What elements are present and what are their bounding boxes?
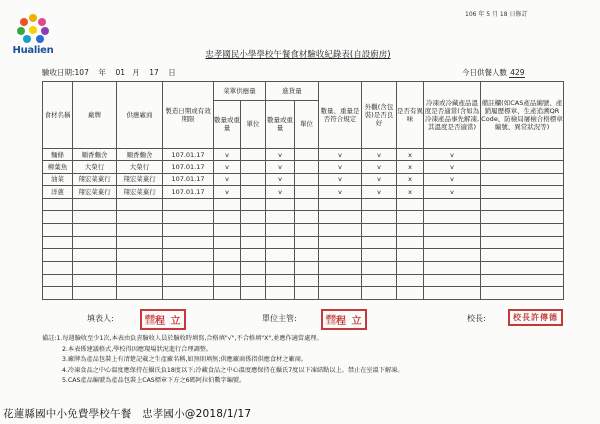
cell-qty-check: v <box>319 149 362 161</box>
cell-packaging <box>362 198 397 211</box>
inspection-table <box>42 81 564 300</box>
header-notes: 備註欄(如CAS產品編號、產銷履歷標章、生產追溯QR Code、防檢局屠檢合格標章編號、異常狀況等) <box>481 82 564 149</box>
cell-cold-chain: v <box>424 173 481 185</box>
cell-purchase-unit <box>241 274 266 287</box>
supervisor-stamp: 總務主任程 立 <box>321 309 367 330</box>
note-line: 5.CAS產品編號為產品包裝上CAS標章下方之6碼阿拉伯數字編號。 <box>62 377 246 385</box>
cell-incoming-unit <box>295 249 319 262</box>
cell-purchase-qty <box>214 211 241 224</box>
cell-odor <box>397 198 424 211</box>
cell-qty-check: v <box>319 161 362 173</box>
cell-cold-chain <box>424 211 481 224</box>
cell-cold-chain: v <box>424 186 481 198</box>
cell-cold-chain <box>424 249 481 262</box>
cell-notes <box>481 287 564 300</box>
header-dates: 製造日期或有效期限 <box>163 82 214 149</box>
flower-logo-icon <box>16 14 50 44</box>
cell-cold-chain <box>424 287 481 300</box>
cell-supplier <box>117 287 163 300</box>
diners-count: 今日供餐人數 429 <box>462 68 525 77</box>
cell-date <box>163 198 214 211</box>
cell-date: 107.01.17 <box>163 186 214 198</box>
cell-date <box>163 274 214 287</box>
page-title: 忠孝國民小學學校午餐食材驗收紀錄表(自設廚房) <box>205 50 391 60</box>
cell-brand: 翔宏菜菓行 <box>73 186 117 198</box>
cell-packaging <box>362 261 397 274</box>
cell-supplier: 順香麵舍 <box>117 149 163 161</box>
cell-date: 107.01.17 <box>163 173 214 185</box>
cell-brand: 順香麵舍 <box>73 149 117 161</box>
cell-incoming-unit <box>295 186 319 198</box>
cell-odor <box>397 211 424 224</box>
notes-section <box>42 334 562 387</box>
table-row <box>43 161 564 173</box>
cell-purchase-unit <box>241 186 266 198</box>
header-cold-chain: 冷凍或冷藏產品溫度是否適當(含如為冷凍產品事先解凍,其溫度是否適當) <box>424 82 481 149</box>
cell-odor <box>397 261 424 274</box>
table-row-empty <box>43 198 564 211</box>
cell-item <box>43 236 73 249</box>
cell-item: 油菜 <box>43 173 73 185</box>
table-row-empty <box>43 261 564 274</box>
cell-purchase-qty: v <box>214 173 241 185</box>
cell-packaging: v <box>362 173 397 185</box>
cell-item <box>43 211 73 224</box>
footer-caption: 花蓮縣國中小免費學校午餐 忠孝國小@2018/1/17 <box>3 408 252 420</box>
cell-brand <box>73 223 117 236</box>
cell-notes <box>481 149 564 161</box>
cell-date <box>163 287 214 300</box>
cell-incoming-qty: v <box>266 161 295 173</box>
cell-purchase-unit <box>241 261 266 274</box>
cell-incoming-qty <box>266 211 295 224</box>
cell-supplier <box>117 249 163 262</box>
note-line: 3.廠牌為產品包裝上有清楚記載之生產廠名稱,如無則填無;供應廠商係指供應食材之廠商。 <box>62 356 308 364</box>
cell-incoming-unit <box>295 161 319 173</box>
hualien-logo <box>8 14 58 56</box>
cell-purchase-qty <box>214 261 241 274</box>
cell-packaging <box>362 249 397 262</box>
cell-date: 107.01.17 <box>163 161 214 173</box>
cell-incoming-unit <box>295 198 319 211</box>
cell-purchase-unit <box>241 198 266 211</box>
supervisor-label: 單位主管: <box>262 314 297 323</box>
cell-notes <box>481 261 564 274</box>
header-brand: 廠牌 <box>73 82 117 149</box>
cell-purchase-qty <box>214 274 241 287</box>
cell-notes <box>481 274 564 287</box>
header-purchase-unit: 單位 <box>241 100 266 148</box>
header-incoming-qty: 數量或重量 <box>266 100 295 148</box>
cell-date <box>163 261 214 274</box>
cell-packaging: v <box>362 186 397 198</box>
cell-date <box>163 223 214 236</box>
cell-qty-check <box>319 236 362 249</box>
table-row <box>43 173 564 185</box>
cell-odor: x <box>397 149 424 161</box>
revision-date: 106 年 5 月 18 日修訂 <box>465 11 528 18</box>
cell-incoming-qty <box>266 249 295 262</box>
cell-notes <box>481 198 564 211</box>
cell-brand: 翔宏菜菓行 <box>73 173 117 185</box>
cell-packaging: v <box>362 161 397 173</box>
cell-qty-check: v <box>319 186 362 198</box>
cell-purchase-unit <box>241 149 266 161</box>
cell-incoming-unit <box>295 274 319 287</box>
cell-supplier <box>117 223 163 236</box>
cell-odor <box>397 249 424 262</box>
cell-purchase-qty <box>214 236 241 249</box>
table-row <box>43 149 564 161</box>
cell-incoming-qty <box>266 223 295 236</box>
cell-cold-chain <box>424 198 481 211</box>
cell-packaging: v <box>362 149 397 161</box>
cell-qty-check <box>319 249 362 262</box>
cell-odor: x <box>397 173 424 185</box>
cell-supplier: 大榮行 <box>117 161 163 173</box>
header-packaging: 外觀(含包裝)是否良好 <box>362 82 397 149</box>
header-qty-check: 數量、重量是否符合規定 <box>319 82 362 149</box>
cell-cold-chain: v <box>424 149 481 161</box>
cell-purchase-qty: v <box>214 161 241 173</box>
cell-purchase-unit <box>241 173 266 185</box>
cell-qty-check: v <box>319 173 362 185</box>
cell-notes <box>481 249 564 262</box>
cell-incoming-qty: v <box>266 173 295 185</box>
cell-purchase-unit <box>241 161 266 173</box>
cell-incoming-unit <box>295 173 319 185</box>
cell-supplier <box>117 274 163 287</box>
cell-cold-chain <box>424 236 481 249</box>
cell-date <box>163 249 214 262</box>
cell-item <box>43 261 73 274</box>
note-line: 2.本表係建議格式,學校得因應現場狀況進行合理調整。 <box>62 345 213 353</box>
cell-purchase-qty <box>214 287 241 300</box>
table-row-empty <box>43 287 564 300</box>
cell-notes <box>481 236 564 249</box>
table-row-empty <box>43 249 564 262</box>
table-row <box>43 186 564 198</box>
cell-odor <box>397 223 424 236</box>
cell-item <box>43 249 73 262</box>
cell-brand <box>73 198 117 211</box>
cell-item <box>43 198 73 211</box>
cell-supplier <box>117 211 163 224</box>
cell-qty-check <box>319 261 362 274</box>
cell-incoming-qty <box>266 261 295 274</box>
cell-purchase-unit <box>241 249 266 262</box>
header-supplier: 供應廠商 <box>117 82 163 149</box>
cell-cold-chain <box>424 274 481 287</box>
cell-item: 洋蔥 <box>43 186 73 198</box>
note-line: 備註:1.每週驗收至少1次,本表由負責驗收人員於驗收時填寫,合格填"√",不合格填"X",並應作適當處理。 <box>42 335 323 342</box>
header-purchase-qty: 數量或重量 <box>214 100 241 148</box>
cell-item: 麵條 <box>43 149 73 161</box>
cell-incoming-qty <box>266 198 295 211</box>
cell-supplier <box>117 261 163 274</box>
cell-purchase-qty <box>214 249 241 262</box>
cell-purchase-qty <box>214 198 241 211</box>
filler-stamp: 總務主任程 立 <box>140 309 186 330</box>
cell-odor <box>397 287 424 300</box>
cell-packaging <box>362 223 397 236</box>
cell-incoming-qty <box>266 287 295 300</box>
cell-incoming-unit <box>295 149 319 161</box>
cell-qty-check <box>319 223 362 236</box>
cell-supplier <box>117 236 163 249</box>
table-row-empty <box>43 223 564 236</box>
table-row-empty <box>43 274 564 287</box>
header-item: 食材名稱 <box>43 82 73 149</box>
cell-cold-chain: v <box>424 161 481 173</box>
cell-notes <box>481 223 564 236</box>
cell-supplier: 翔宏菜菓行 <box>117 186 163 198</box>
cell-incoming-unit <box>295 287 319 300</box>
principal-stamp: 校長許傳德 <box>508 309 563 326</box>
cell-purchase-qty: v <box>214 149 241 161</box>
note-line: 4.冷凍食品之中心溫度應保持在攝氏負18度以下;冷藏食品之中心溫度應保持在攝氏7度以下凍結點以上。禁止在室溫下解凍。 <box>62 366 404 374</box>
cell-item <box>43 274 73 287</box>
cell-cold-chain <box>424 223 481 236</box>
cell-purchase-unit <box>241 287 266 300</box>
cell-qty-check <box>319 274 362 287</box>
cell-purchase-unit <box>241 223 266 236</box>
cell-brand <box>73 261 117 274</box>
header-incoming-group: 進貨量 <box>266 82 319 101</box>
cell-incoming-unit <box>295 211 319 224</box>
cell-date <box>163 211 214 224</box>
cell-item <box>43 287 73 300</box>
cell-incoming-qty <box>266 236 295 249</box>
cell-incoming-unit <box>295 236 319 249</box>
cell-notes <box>481 211 564 224</box>
cell-qty-check <box>319 211 362 224</box>
cell-brand: 大榮行 <box>73 161 117 173</box>
filler-label: 填表人: <box>87 314 114 323</box>
cell-cold-chain <box>424 261 481 274</box>
cell-brand <box>73 236 117 249</box>
cell-purchase-qty: v <box>214 186 241 198</box>
cell-odor: x <box>397 186 424 198</box>
table-row-empty <box>43 236 564 249</box>
cell-notes <box>481 186 564 198</box>
header-incoming-unit: 單位 <box>295 100 319 148</box>
cell-packaging <box>362 274 397 287</box>
cell-incoming-qty: v <box>266 186 295 198</box>
header-purchase-group: 菜單供應量 <box>214 82 266 101</box>
inspection-date: 驗收日期:107 年 01 月 17 日 <box>42 68 176 77</box>
cell-brand <box>73 211 117 224</box>
cell-packaging <box>362 287 397 300</box>
cell-item: 柳葉魚 <box>43 161 73 173</box>
cell-item <box>43 223 73 236</box>
logo-text: Hualien <box>12 45 54 56</box>
table-row-empty <box>43 211 564 224</box>
cell-supplier: 翔宏菜菓行 <box>117 173 163 185</box>
cell-incoming-unit <box>295 261 319 274</box>
cell-supplier <box>117 198 163 211</box>
cell-incoming-qty <box>266 274 295 287</box>
cell-packaging <box>362 211 397 224</box>
cell-purchase-unit <box>241 211 266 224</box>
cell-purchase-qty <box>214 223 241 236</box>
cell-incoming-qty: v <box>266 149 295 161</box>
header-odor: 是否有異味 <box>397 82 424 149</box>
cell-incoming-unit <box>295 223 319 236</box>
cell-odor <box>397 274 424 287</box>
cell-date <box>163 236 214 249</box>
cell-brand <box>73 274 117 287</box>
cell-odor <box>397 236 424 249</box>
cell-qty-check <box>319 198 362 211</box>
cell-odor: x <box>397 161 424 173</box>
cell-purchase-unit <box>241 236 266 249</box>
cell-notes <box>481 173 564 185</box>
cell-notes <box>481 161 564 173</box>
principal-label: 校長: <box>467 314 486 323</box>
cell-qty-check <box>319 287 362 300</box>
cell-brand <box>73 287 117 300</box>
cell-packaging <box>362 236 397 249</box>
cell-brand <box>73 249 117 262</box>
cell-date: 107.01.17 <box>163 149 214 161</box>
